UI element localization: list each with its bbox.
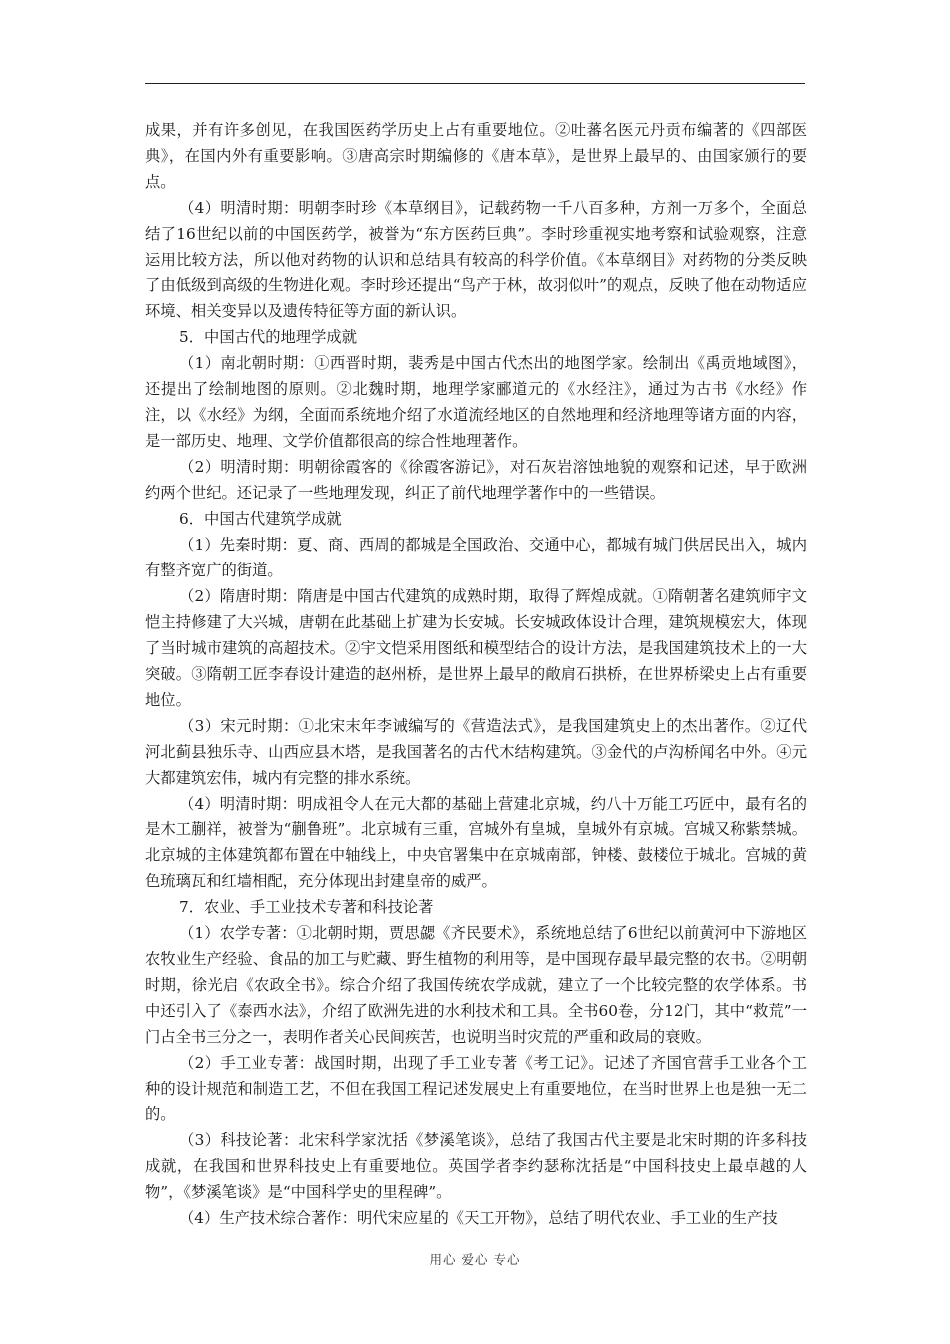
- section-heading-treatises: 7．农业、手工业技术专著和科技论著: [179, 898, 434, 917]
- paragraph-medicine-ming-qing: （4）明清时期：明朝李时珍《本草纲目》，记载药物一千八百多种，方剂一万多个，全面总结了16世纪以前的中国医药学，被誉为“东方医药巨典”。李时珍重视实地考察和试验观察，注意运用比较方法，所以他对药物的认识和总结具有较高的科学价值。《本草纲目》对药物的分类反映了由低级到高级的生物进化观。李时珍还提出“鸟产于林，故羽似叶”的观点，反映了他在动物适应环境、相关变异以及遗传特征等方面的新认识。: [145, 198, 807, 321]
- paragraph-geography-ming-qing: （2）明清时期：明朝徐霞客的《徐霞客游记》，对石灰岩溶蚀地貌的观察和记述，早于欧洲约两个世纪。还记录了一些地理发现，纠正了前代地理学著作中的一些错误。: [145, 457, 807, 502]
- document-body: [145, 118, 807, 1232]
- paragraph-medicine-continued: 成果，并有许多创见，在我国医药学历史上占有重要地位。②吐蕃名医元丹贡布编著的《四部医典》，在国内外有重要影响。③唐高宗时期编修的《唐本草》，是世界上最早的、由国家颁行的要点。: [145, 121, 807, 191]
- paragraph-geography-nanbeichao: （1）南北朝时期：①西晋时期，裴秀是中国古代杰出的地图学家。绘制出《禹贡地域图》，还提出了绘制地图的原则。②北魏时期，地理学家郦道元的《水经注》，通过为古书《水经》作注，以《水经》为纲，全面而系统地介绍了水道流经地区的自然地理和经济地理等诸方面的内容，是一部历史、地理、文学价值都很高的综合性地理著作。: [145, 354, 807, 450]
- paragraph-handicraft-treatise: （2）手工业专著：战国时期，出现了手工业专著《考工记》。记述了齐国官营手工业各个工种的设计规范和制造工艺，不但在我国工程记述发展史上有重要地位，在当时世界上也是独一无二的。: [145, 1053, 807, 1124]
- paragraph-science-treatise: （3）科技论著：北宋科学家沈括《梦溪笔谈》，总结了我国古代主要是北宋时期的许多科技成就，在我国和世界科技史上有重要地位。英国学者李约瑟称沈括是“中国科技史上最卓越的人物”，《梦溪笔谈》是“中国科学史的里程碑”。: [145, 1131, 807, 1202]
- section-heading-geography: 5．中国古代的地理学成就: [179, 328, 357, 347]
- paragraph-architecture-pre-qin: （1）先秦时期：夏、商、西周的都城是全国政治、交通中心，都城有城门供居民出入，城内有整齐宽广的街道。: [145, 535, 807, 580]
- page-footer: 用心 爱心 专心: [429, 1252, 521, 1267]
- paragraph-architecture-ming-qing: （4）明清时期：明成祖令人在元大都的基础上营建北京城，约八十万能工巧匠中，最有名的是木工蒯祥，被誉为“蒯鲁班”。北京城有三重，宫城外有皇城，皇城外有京城。宫城又称紫禁城。北京城的主体建筑都布置在中轴线上，中央官署集中在京城南部，钟楼、鼓楼位于城北。宫城的黄色琉璃瓦和红墙相配，充分体现出封建皇帝的威严。: [145, 794, 807, 891]
- paragraph-production-treatise: （4）生产技术综合著作：明代宋应星的《天工开物》，总结了明代农业、手工业的生产技: [179, 1209, 778, 1228]
- paragraph-architecture-sui-tang: （2）隋唐时期：隋唐是中国古代建筑的成熟时期，取得了辉煌成就。①隋朝著名建筑师宇文恺主持修建了大兴城，唐朝在此基础上扩建为长安城。长安城政体设计合理，建筑规模宏大，体现了当时城市建筑的高超技术。②宇文恺采用图纸和模型结合的设计方法，是我国建筑技术上的一大突破。③隋朝工匠李春设计建造的赵州桥，是世界上最早的敞肩石拱桥，在世界桥梁史上占有重要地位。: [145, 587, 807, 709]
- paragraph-agriculture-treatises: （1）农学专著：①北朝时期，贾思勰《齐民要术》，系统地总结了6世纪以前黄河中下游地区农牧业生产经验、食品的加工与贮藏、野生植物的利用等，是中国现存最早最完整的农书。②明朝时期，徐光启《农政全书》。综合介绍了我国传统农学成就，建立了一个比较完整的农学体系。书中还引入了《泰西水法》，介绍了欧洲先进的水利技术和工具。全书60卷，分12门，其中“救荒”一门占全书三分之一，表明作者关心民间疾苦，也说明当时灾荒的严重和政局的衰败。: [145, 924, 807, 1046]
- paragraph-architecture-song-yuan: （3）宋元时期：①北宋末年李诫编写的《营造法式》，是我国建筑史上的杰出著作。②辽代河北蓟县独乐寺、山西应县木塔，是我国著名的古代木结构建筑。③金代的卢沟桥闻名中外。④元大都建筑宏伟，城内有完整的排水系统。: [145, 716, 807, 787]
- header-rule: [145, 83, 805, 84]
- section-heading-architecture: 6．中国古代建筑学成就: [179, 509, 342, 528]
